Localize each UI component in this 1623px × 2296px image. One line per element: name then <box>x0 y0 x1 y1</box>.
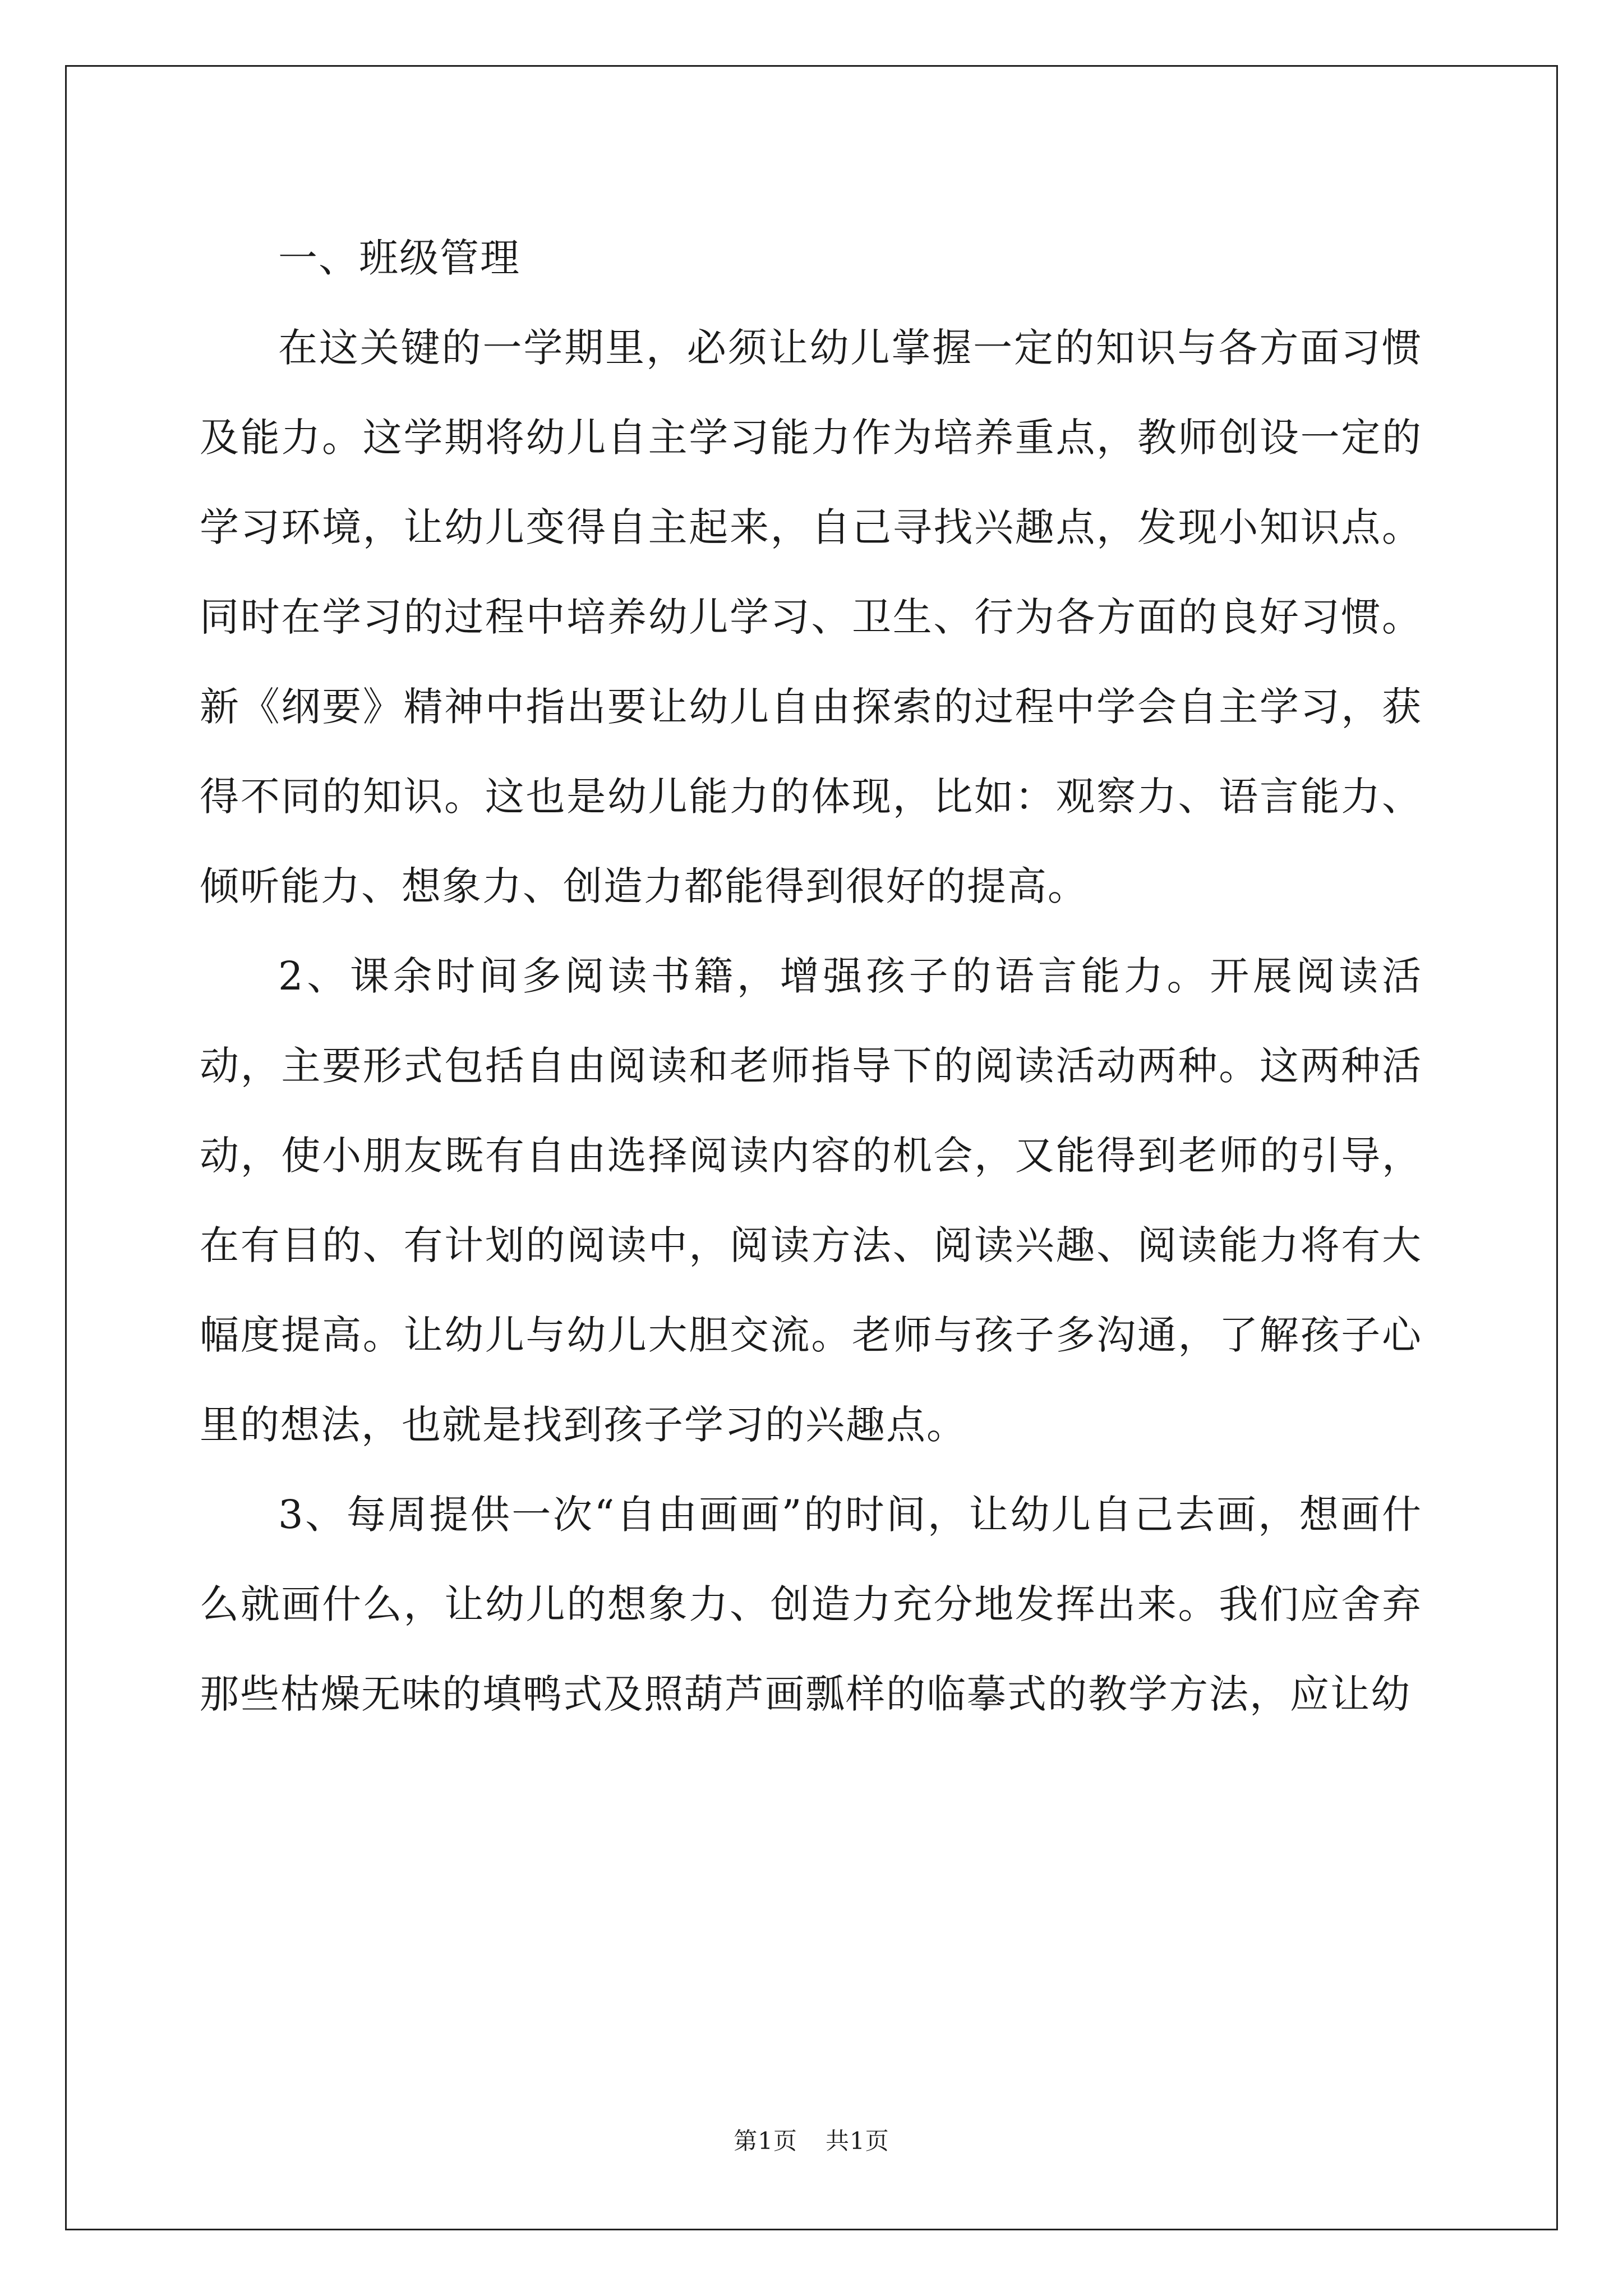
section-heading: 一、班级管理 <box>278 235 520 281</box>
page-number-current: 第1页 <box>734 2127 797 2155</box>
page-footer <box>0 2123 1623 2156</box>
paragraph-2: 2、课余时间多阅读书籍，增强孩子的语言能力。开展阅读活动，主要形式包括自由阅读和老师指导下的阅读活动两种。这两种活动，使小朋友既有自由选择阅读内容的机会，又能得到老师的引导，在有目的、有计划的阅读中，阅读方法、阅读兴趣、阅读能力将有大幅度提高。让幼儿与幼儿大胆交流。老师与孩子多沟通，了解孩子心里的想法，也就是找到孩子学习的兴趣点。 <box>200 953 1422 1448</box>
paragraph-3: 3、每周提供一次“自由画画”的时间，让幼儿自己去画，想画什么就画什么，让幼儿的想象力、创造力充分地发挥出来。我们应舍弃那些枯燥无味的填鸭式及照葫芦画瓢样的临摹式的教学方法，应让幼 <box>200 1492 1422 1717</box>
paragraph-1: 在这关键的一学期里，必须让幼儿掌握一定的知识与各方面习惯及能力。这学期将幼儿自主学习能力作为培养重点，教师创设一定的学习环境，让幼儿变得自主起来，自己寻找兴趣点，发现小知识点。同时在学习的过程中培养幼儿学习、卫生、行为各方面的良好习惯。新《纲要》精神中指出要让幼儿自由探索的过程中学会自主学习，获得不同的知识。这也是幼儿能力的体现，比如：观察力、语言能力、倾听能力、想象力、创造力都能得到很好的提高。 <box>200 325 1422 909</box>
page-number-total: 共1页 <box>826 2127 889 2155</box>
document-body <box>200 213 1422 1739</box>
